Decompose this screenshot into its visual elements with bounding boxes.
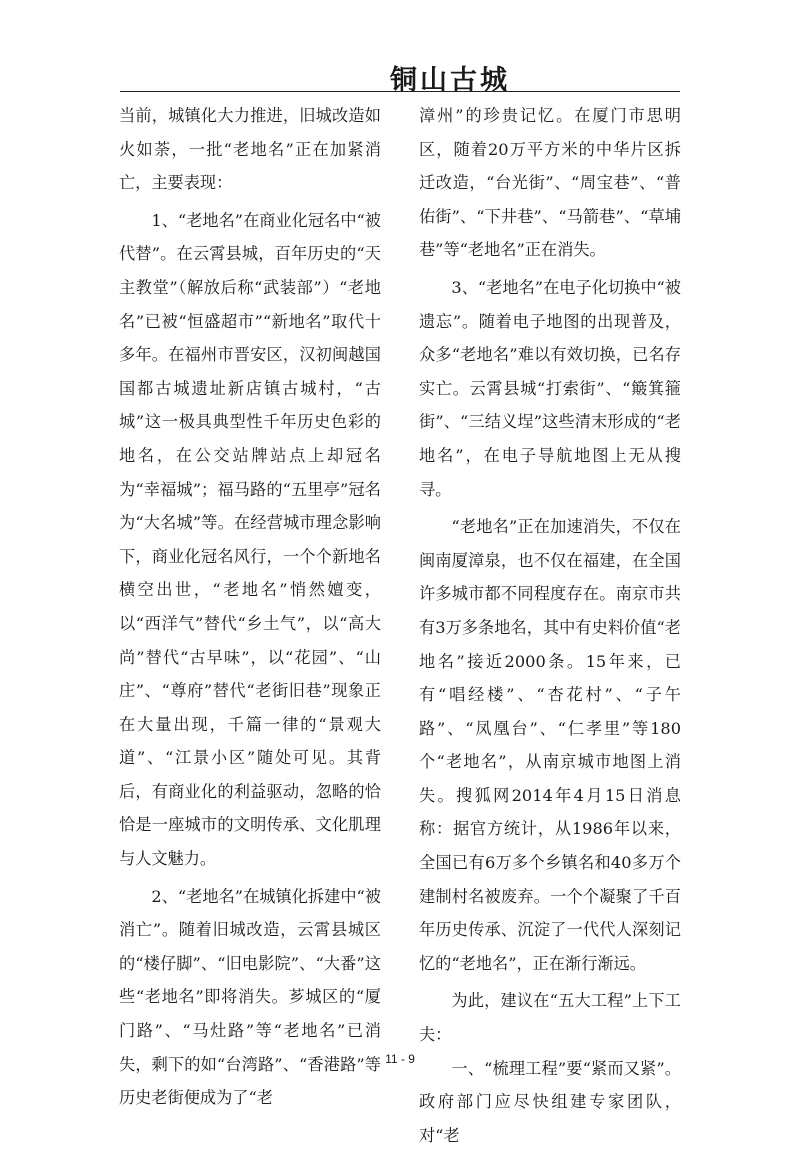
right-column xyxy=(419,99,681,1152)
paragraph-point-2: 2、“老地名”在城镇化拆建中“被消亡”。随着旧城改造，云霄县城区的“楼仔脚”、“旧电影院”、“大番”这些“老地名”即将消失。芗城区的“厦门路”、“马灶路”等“老地名”已消失，剩下的如“台湾路”、“香港路”等历史老街便成为了“老 xyxy=(119,886,381,1108)
paragraph-project-1: 一、“梳理工程”要“紧而又紧”。政府部门应尽快组建专家团队，对“老 xyxy=(419,1058,681,1145)
paragraph-intro: 当前，城镇化大力推进，旧城改造如火如荼，一批“老地名”正在加紧消亡，主要表现： xyxy=(119,106,381,193)
paragraph-point-2-continued: 漳州”的珍贵记忆。在厦门市思明区，随着20万平方米的中华片区拆迁改造，“台光街”、“周宝巷”、“普佑街”、“下井巷”、“马箭巷”、“草埔巷”等“老地名”正在消失。 xyxy=(419,106,681,260)
page-number: 11 - 9 xyxy=(385,1052,415,1066)
header-title: 铜山古城 xyxy=(390,65,510,96)
paragraph-summary: “老地名”正在加速消失，不仅在闽南厦漳泉，也不仅在福建，在全国许多城市都不同程度存在。南京市共有3万多条地名，其中有史料价值“老地名”接近2000条。15年来，已有“唱经楼”、“杏花村”、“子午路”、“凤凰台”、“仁孝里”等180个“老地名”，从南京城市地图上消失。搜狐网2014年4月15日消息称：据官方统计，从1986年以来，全国已有6万多个乡镇名和40多万个建制村名被废弃。一个个凝聚了千百年历史传承、沉淀了一代代人深刻记忆的“老地名”，正在渐行渐远。 xyxy=(419,517,681,973)
running-header xyxy=(120,52,680,96)
header-rule xyxy=(120,91,680,92)
paragraph-proposal: 为此，建议在“五大工程”上下工夫： xyxy=(419,991,681,1045)
paragraph-point-3: 3、“老地名”在电子化切换中“被遗忘”。随着电子地图的出现普及，众多“老地名”难以有效切换，已名存实亡。云霄县城“打索街”、“簸箕箍街”、“三结义埕”这些清末形成的“老地名”，在电子导航地图上无从搜寻。 xyxy=(419,277,681,499)
left-column xyxy=(119,99,381,1115)
paragraph-point-1: 1、“老地名”在商业化冠名中“被代替”。在云霄县城，百年历史的“天主教堂”（解放后称“武装部”）“老地名”已被“恒盛超市”“新地名”取代十多年。在福州市晋安区，汉初闽越国国都古城遗址新店镇古城村，“古城”这一极具典型性千年历史色彩的地名，在公交站牌站点上却冠名为“幸福城”；福马路的“五里亭”冠名为“大名城”等。在经营城市理念影响下，商业化冠名风行，一个个新地名横空出世，“老地名”悄然嬗变，以“西洋气”替代“乡土气”，以“高大尚”替代“古早味”，以“花园”、“山庄”、“尊府”替代“老街旧巷”现象正在大量出现，千篇一律的“景观大道”、“江景小区”随处可见。其背后，有商业化的利益驱动，忽略的恰恰是一座城市的文明传承、文化肌理与人文魅力。 xyxy=(119,210,381,869)
